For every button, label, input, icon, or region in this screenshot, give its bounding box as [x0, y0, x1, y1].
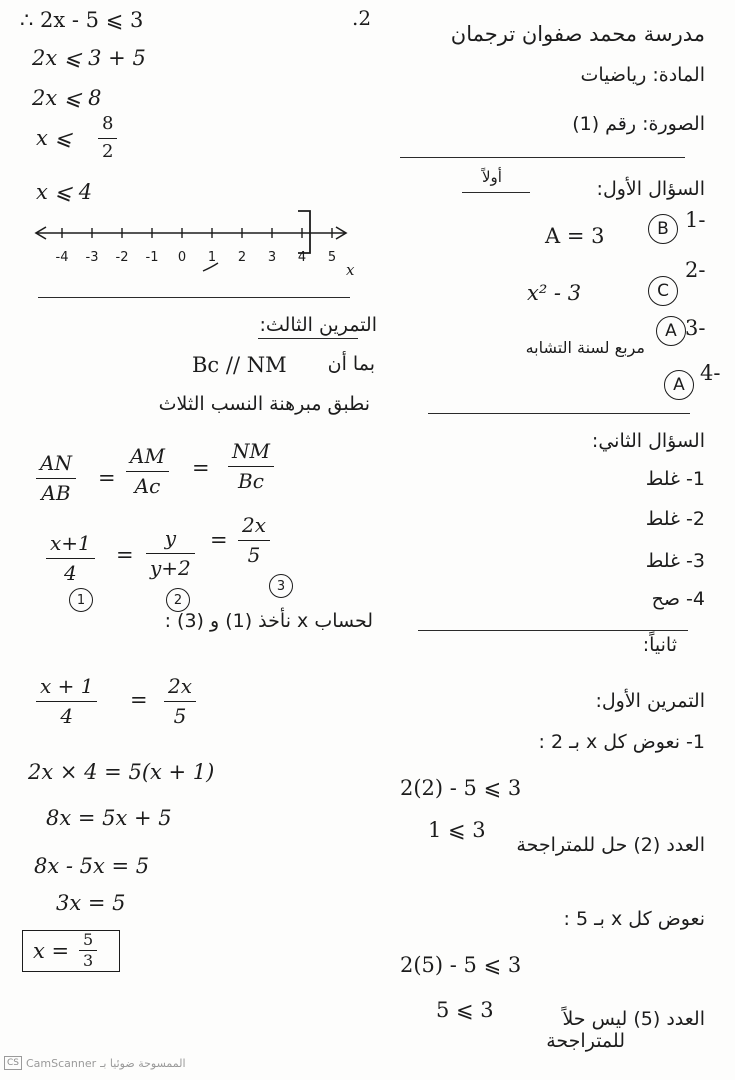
given-word: بما أن — [327, 353, 375, 375]
ex3-title-underline — [258, 338, 358, 339]
answer-box — [22, 930, 120, 972]
q2-item-3: 3- غلط — [645, 550, 705, 572]
ex1-calc1: 2(2) - 5 ⩽ 3 — [400, 776, 522, 800]
solve-step-4: 3x = 5 — [56, 891, 126, 915]
fraction-8-over-2 — [98, 114, 117, 162]
ratio-den: AB — [41, 481, 71, 505]
page-number: .2 — [352, 6, 372, 30]
equation-tag-3: 3 — [269, 574, 293, 598]
first-heading-underline — [462, 192, 530, 193]
ex1-result1: العدد (2) حل للمتراجحة — [516, 834, 705, 856]
eq-num: x + 1 — [40, 674, 94, 698]
number-line-tick-label: -2 — [115, 250, 129, 265]
answer-fraction — [79, 931, 97, 971]
ratio-y-y2 — [146, 527, 195, 580]
ratio-num: AM — [130, 444, 165, 468]
q1-item-2-text: x² - 3 — [527, 281, 582, 305]
equals-sign: = — [130, 688, 148, 712]
ex1-calc3: 2(5) - 5 ⩽ 3 — [400, 953, 522, 977]
ratio-2x-5 — [238, 514, 270, 567]
equals-sign: = — [98, 466, 116, 490]
camscanner-logo: CS — [4, 1056, 22, 1070]
number-line-axis-label: x — [346, 261, 355, 279]
calc-x-note: لحساب x نأخذ (1) و (3) : — [164, 610, 373, 632]
ex1-line1: 1- نعوض كل x بـ 2 : — [538, 731, 705, 753]
number-line-tick-label: 2 — [237, 250, 247, 265]
ratio-num: 2x — [242, 513, 267, 537]
ineq-step-3: 2x ⩽ 8 — [32, 86, 102, 110]
q2-divider — [418, 630, 688, 631]
ratio-x1-4 — [46, 532, 95, 585]
equation-tag-1: 1 — [69, 588, 93, 612]
ratio-num: AN — [40, 451, 72, 475]
number-line-tick-label: 1 — [207, 250, 217, 265]
q1-title: السؤال الأول: — [596, 178, 705, 200]
equals-sign: = — [116, 543, 134, 567]
number-line-tick-label: 3 — [267, 250, 277, 265]
first-heading: أولاً — [482, 168, 502, 186]
eq-bar — [164, 701, 196, 702]
ratio-bar — [228, 466, 274, 467]
solve-step-3: 8x - 5x = 5 — [34, 854, 150, 878]
subject-label: المادة: رياضيات — [580, 64, 705, 86]
header-divider — [400, 157, 685, 158]
q1-item-2-num: 2- — [685, 258, 706, 282]
second-heading: ثانياً: — [642, 634, 677, 656]
q1-item-1-num: 1- — [685, 208, 706, 232]
fraction-denominator: 2 — [102, 140, 114, 162]
q1-divider — [428, 413, 690, 414]
eq-right-fraction — [164, 675, 196, 728]
number-line-tick-label: -4 — [55, 250, 69, 265]
answer-lhs: x = — [33, 939, 70, 963]
equation-tag-2: 2 — [166, 588, 190, 612]
ratio-den: Bc — [238, 469, 264, 493]
ratio-den: y+2 — [150, 556, 191, 580]
q2-item-4: 4- صح — [651, 588, 705, 610]
ratio-den: 4 — [64, 561, 77, 585]
q2-title: السؤال الثاني: — [591, 430, 705, 452]
form-label: الصورة: رقم (1) — [572, 113, 705, 135]
number-line-tick-label: 5 — [327, 250, 337, 265]
ex1-calc4: 5 ⩽ 3 — [436, 998, 494, 1022]
ex1-title: التمرين الأول: — [595, 690, 705, 712]
ratio-an-ab — [36, 452, 76, 505]
q1-item-3-num: 3- — [685, 316, 706, 340]
number-line-tick-label: 4 — [297, 250, 307, 265]
scanner-footer — [4, 1056, 186, 1070]
number-line — [28, 205, 388, 285]
ineq-step-1: ∴ 2x - 5 ⩽ 3 — [20, 8, 144, 32]
solve-step-2: 8x = 5x + 5 — [46, 806, 172, 830]
q1-item-1-choice: B — [648, 214, 678, 244]
fraction-numerator: 8 — [102, 113, 114, 134]
ratio-den: 5 — [247, 543, 261, 567]
eq-bar — [36, 701, 97, 702]
school-name: مدرسة محمد صفوان ترجمان — [450, 22, 705, 46]
closed-endpoint-bracket — [298, 211, 310, 253]
eq-left-fraction — [36, 675, 97, 728]
number-line-tick-label: -1 — [145, 250, 159, 265]
answer-den: 3 — [83, 951, 94, 971]
ratio-bar — [238, 540, 270, 541]
ratio-num: y — [164, 526, 177, 550]
number-line-tick-label: 0 — [177, 250, 187, 265]
ex1-result2a: العدد (5) ليس حلاً — [562, 1008, 705, 1030]
ratio-num: x+1 — [50, 531, 91, 555]
number-line-tick-label: -3 — [85, 250, 99, 265]
ex3-title: التمرين الثالث: — [259, 314, 377, 336]
given-relation: Bc // NM — [192, 353, 287, 377]
ratio-bar — [36, 478, 76, 479]
q1-item-4-choice: A — [664, 370, 694, 400]
solve-step-1: 2x × 4 = 5(x + 1) — [28, 760, 215, 784]
camscanner-app-name: CamScanner — [26, 1056, 97, 1070]
q2-item-2: 2- غلط — [645, 508, 705, 530]
q2-item-1: 1- غلط — [645, 468, 705, 490]
ratio-bar — [46, 558, 95, 559]
ratio-bar — [146, 553, 195, 554]
q1-item-3-choice: A — [656, 316, 686, 346]
eq-den: 5 — [173, 704, 187, 728]
ratio-nm-bc — [228, 440, 274, 493]
ineq-step-4: x ⩽ — [36, 126, 73, 150]
ex1-line2: نعوض كل x بـ 5 : — [563, 908, 705, 930]
ex2-divider — [38, 297, 350, 298]
fraction-bar — [98, 138, 117, 139]
q1-item-3-text: مربع لسنة التشابه — [525, 338, 645, 357]
ex1-result2b: للمتراجحة — [546, 1030, 625, 1052]
ineq-step-2: 2x ⩽ 3 + 5 — [32, 46, 146, 70]
q1-item-4-num: 4- — [700, 361, 721, 385]
ratio-am-ac — [126, 445, 169, 498]
ratio-bar — [126, 471, 169, 472]
answer-num: 5 — [83, 930, 94, 949]
ratio-den: Ac — [134, 474, 161, 498]
q1-item-1-text: A = 3 — [545, 224, 605, 248]
apply-theorem: نطبق مبرهنة النسب الثلاث — [158, 393, 370, 415]
eq-den: 4 — [60, 704, 74, 728]
eq-num: 2x — [168, 674, 193, 698]
ineq-step-5: x ⩽ 4 — [36, 180, 93, 204]
ratio-num: NM — [232, 439, 270, 463]
equals-sign: = — [210, 528, 228, 552]
ex1-calc2: 1 ⩽ 3 — [428, 818, 486, 842]
equals-sign: = — [192, 456, 210, 480]
q1-item-2-choice: C — [648, 276, 678, 306]
camscanner-scanned-label: الممسوحة ضوئيا بـ — [100, 1056, 186, 1070]
